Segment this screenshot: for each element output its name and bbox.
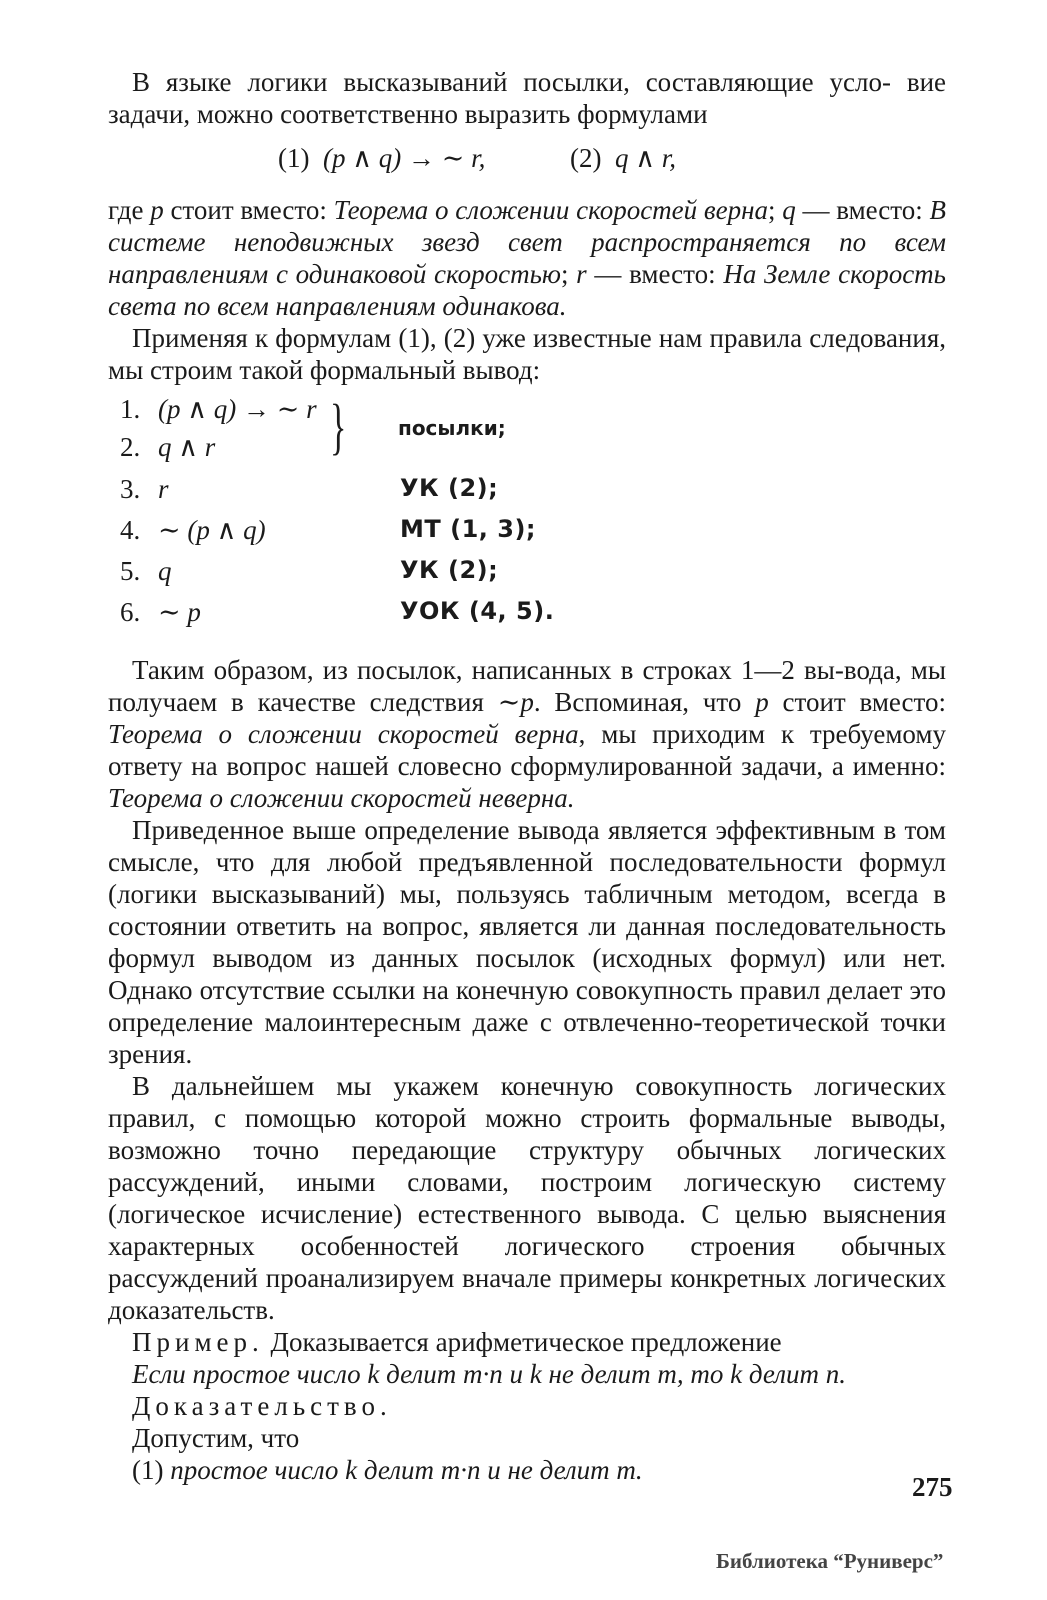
row-rule: УК (2); [400,474,499,502]
premise-formulas [108,142,946,176]
var-r-meaning: На Земле скорость света по всем направлениям одинакова. [108,259,946,321]
derivation-row [120,474,820,512]
library-footer: Библиотека “Руниверс” [716,1549,944,1573]
text-span: — вместо: [795,195,930,225]
example-text: Доказывается арифметическое предложение [263,1327,782,1357]
row-number: 4. [120,515,141,545]
not-p: ∼p [497,687,534,717]
row-formula: ∼ p [158,597,201,627]
formula-1 [278,142,485,174]
page-number: 275 [912,1472,953,1502]
variables-paragraph [108,194,946,322]
var-p-meaning: Теорема о сложении скоростей верна [333,195,769,225]
formula-1-text: (p ∧ q) → ∼ r, [322,143,486,173]
text-span: , мы приходим к требуемому ответу на вопрос нашей словесно сформулированной задачи, а именно: [108,719,946,781]
row-formula: q ∧ r [158,432,216,462]
var-r: r [576,259,587,289]
row-number: 3. [120,474,141,504]
proof-label: Доказательство. [132,1391,392,1421]
intro-line-1: В языке логики высказываний посылки, составляющие усло- [132,67,891,97]
formal-derivation [108,394,946,640]
text-span: где [108,195,151,225]
apply-paragraph: Применяя к формулам (1), (2) уже известные нам правила следования, мы строим такой формальный вывод: [108,323,946,385]
row-number: 6. [120,597,141,627]
row-number: 5. [120,556,141,586]
var-q: q [782,195,796,225]
row-number: 1. [120,394,141,424]
proof-step-1 [108,1454,946,1486]
text-span: . Вспоминая, что [533,687,756,717]
suppose-line: Допустим, что [132,1423,300,1453]
example-statement-text: Если простое число k делит m·n и k не делит m, то k делит n. [132,1359,846,1389]
example-paragraph [108,1326,946,1358]
row-rule: МТ (1, 3); [400,515,537,543]
var-p: p [150,195,164,225]
answer-text: Теорема о сложении скоростей неверна. [108,783,575,813]
derivation-row [120,515,820,553]
row-formula: r [158,474,169,504]
premises-label: посылки; [398,416,506,440]
example-statement [108,1358,946,1390]
formula-2-number: (2) [570,143,602,173]
text-span: — вместо: [586,259,724,289]
conclusion-paragraph [108,654,946,814]
derivation-row [120,556,820,594]
text-span: стоит вместо: [768,687,946,717]
row-number: 2. [120,432,141,462]
text-span: ; [768,195,783,225]
theorem-text: Теорема о сложении скоростей верна [108,719,579,749]
step-number: (1) [132,1455,164,1485]
further-paragraph: В дальнейшем мы укажем конечную совокупность логических правил, с помощью которой можно строить формальные выводы, возможно точно передающие структуру обычных логических рассуждений, иными словами, построим логическую систему (логическое исчисление) естественного вывода. С целью выяснения характерных особенностей логического строения обычных рассуждений проанализируем вначале примеры конкретных логических доказательств. [108,1071,946,1325]
derivation-row [120,597,820,635]
formula-2-text: q ∧ r, [614,143,677,173]
row-formula: q [158,556,172,586]
page-body [108,66,946,1486]
formula-1-number: (1) [278,143,310,173]
text-span: Таким образом, из посылок, написанных в строках 1—2 вы-вода, мы получаем в качестве следствия [108,655,946,717]
row-formula: ∼ (p ∧ q) [158,515,266,545]
intro-paragraph [108,66,946,130]
premises-brace: } [330,393,347,461]
text-span: стоит вместо: [163,195,334,225]
row-rule: УК (2); [400,556,499,584]
formula-2 [570,142,676,174]
effective-paragraph: Приведенное выше определение вывода является эффективным в том смысле, что для любой предъявленной последовательности формул (логики высказываний) мы, пользуясь табличным методом, всегда в состоянии ответить на вопрос, является ли данная последовательность формул выводом из данных посылок (исходных формул) или нет. Однако отсутствие ссылки на конечную совокупность правил делает это определение малоинтересным даже с отвлеченно-теоретической точки зрения. [108,815,946,1069]
var-q-meaning: В системе неподвижных звезд свет распространяется по всем направлениям с одинаковой скоростью [108,195,946,289]
intro-line-2: вие задачи, можно соответственно выразить формулами [108,67,947,129]
step-text: простое число k делит m·n и не делит m. [163,1455,643,1485]
row-rule: УОК (4, 5). [400,597,555,625]
example-label: Пример. [132,1327,264,1357]
proof-heading [108,1390,946,1422]
text-span: ; [560,259,577,289]
row-formula: (p ∧ q) → ∼ r [158,394,317,424]
var-p: p [755,687,769,717]
